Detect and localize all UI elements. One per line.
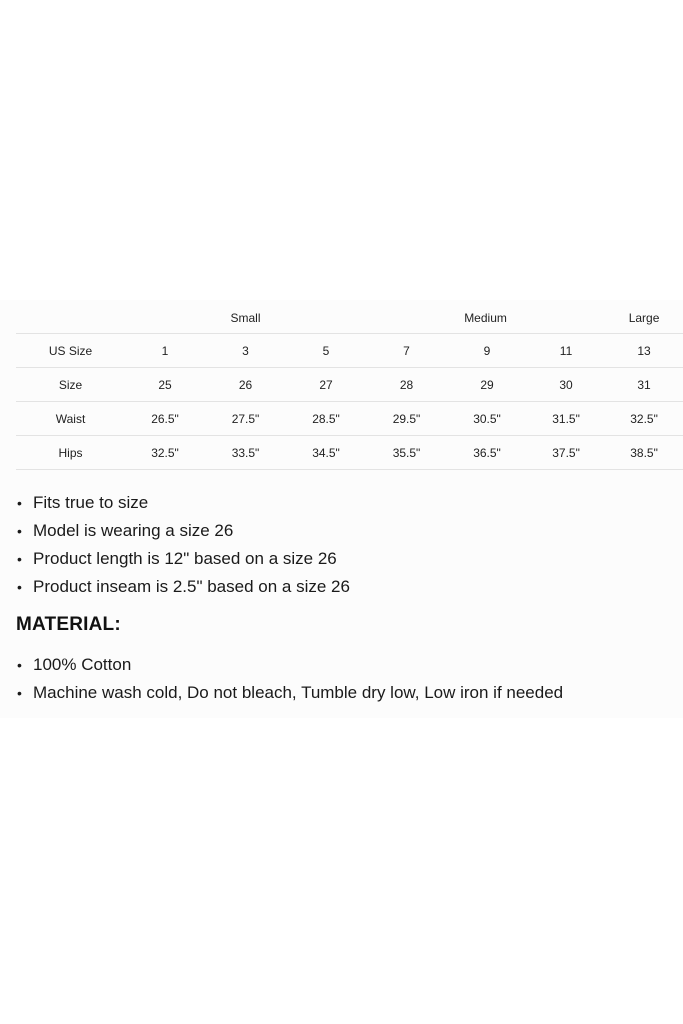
bullet-icon: • <box>17 579 22 595</box>
table-cell: 30 <box>527 368 605 402</box>
list-item <box>16 517 676 545</box>
bullet-icon: • <box>17 657 22 673</box>
size-chart-table <box>16 302 683 470</box>
list-item-text: Product inseam is 2.5" based on a size 26 <box>33 577 350 596</box>
table-cell: 13 <box>605 334 683 368</box>
list-item-text: 100% Cotton <box>33 655 132 674</box>
list-item <box>16 573 676 601</box>
table-cell: 33.5" <box>205 436 286 470</box>
table-cell: 36.5" <box>447 436 527 470</box>
list-item <box>16 489 676 517</box>
table-cell: 26 <box>205 368 286 402</box>
table-cell: 28.5" <box>286 402 366 436</box>
size-group-large: Large <box>605 302 683 334</box>
size-group-corner-cell <box>16 302 125 334</box>
table-row-waist <box>16 402 683 436</box>
table-cell: 38.5" <box>605 436 683 470</box>
list-item-text: Product length is 12" based on a size 26 <box>33 549 337 568</box>
table-row-hips <box>16 436 683 470</box>
table-cell: 37.5" <box>527 436 605 470</box>
table-cell: 31 <box>605 368 683 402</box>
table-cell: 28 <box>366 368 447 402</box>
table-cell: 7 <box>366 334 447 368</box>
table-cell: 27 <box>286 368 366 402</box>
bullet-icon: • <box>17 685 22 701</box>
table-cell: 26.5" <box>125 402 205 436</box>
table-cell: 5 <box>286 334 366 368</box>
size-group-small: Small <box>125 302 366 334</box>
row-label-waist: Waist <box>16 402 125 436</box>
bullet-icon: • <box>17 551 22 567</box>
table-cell: 27.5" <box>205 402 286 436</box>
fit-notes-list <box>16 489 676 601</box>
table-cell: 31.5" <box>527 402 605 436</box>
table-cell: 9 <box>447 334 527 368</box>
table-cell: 32.5" <box>125 436 205 470</box>
table-cell: 29 <box>447 368 527 402</box>
table-cell: 30.5" <box>447 402 527 436</box>
row-label-size: Size <box>16 368 125 402</box>
size-group-medium: Medium <box>366 302 605 334</box>
table-row-us-size <box>16 334 683 368</box>
material-list <box>16 651 676 707</box>
list-item <box>16 545 676 573</box>
bullet-icon: • <box>17 495 22 511</box>
size-group-header-row <box>16 302 683 334</box>
table-cell: 34.5" <box>286 436 366 470</box>
list-item-text: Model is wearing a size 26 <box>33 521 234 540</box>
bullet-icon: • <box>17 523 22 539</box>
table-cell: 32.5" <box>605 402 683 436</box>
row-label-us-size: US Size <box>16 334 125 368</box>
material-heading: MATERIAL: <box>16 614 121 635</box>
list-item-text: Fits true to size <box>33 493 149 512</box>
table-row-size <box>16 368 683 402</box>
table-cell: 1 <box>125 334 205 368</box>
list-item <box>16 679 676 707</box>
table-cell: 3 <box>205 334 286 368</box>
row-label-hips: Hips <box>16 436 125 470</box>
list-item <box>16 651 676 679</box>
table-cell: 35.5" <box>366 436 447 470</box>
table-cell: 25 <box>125 368 205 402</box>
table-cell: 29.5" <box>366 402 447 436</box>
table-cell: 11 <box>527 334 605 368</box>
list-item-text: Machine wash cold, Do not bleach, Tumble dry low, Low iron if needed <box>33 683 564 702</box>
